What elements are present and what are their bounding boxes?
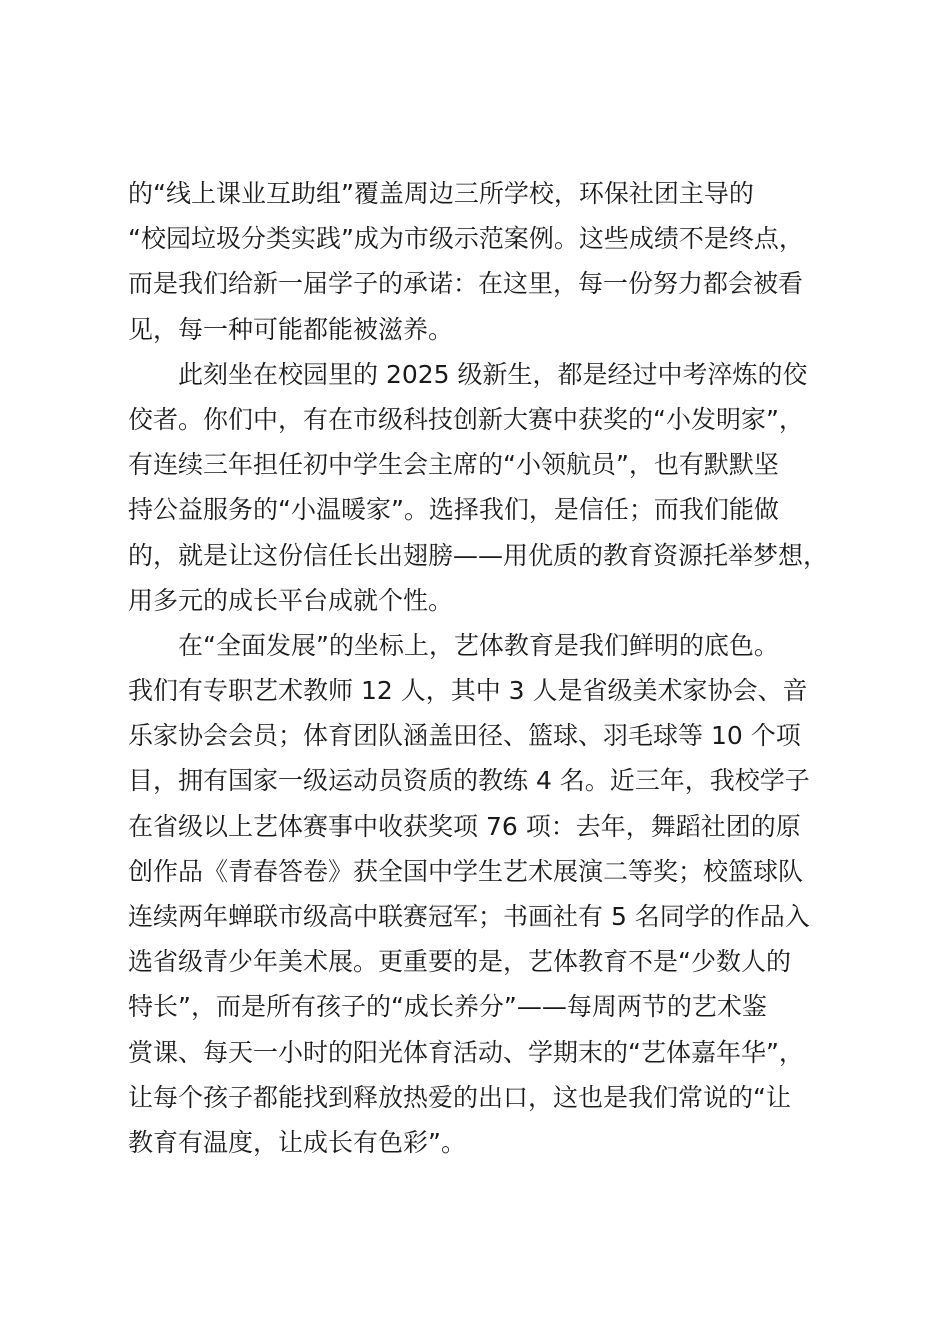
text-line: 有连续三年担任初中学生会主席的“小领航员”，也有默默坚	[128, 450, 779, 480]
text-line: 佼者。你们中，有在市级科技创新大赛中获奖的“小发明家”，	[128, 404, 804, 434]
text-line: 乐家协会会员；体育团队涵盖田径、篮球、羽毛球等 10 个项	[128, 721, 801, 751]
text-line: 在省级以上艺体赛事中收获奖项 76 项：去年，舞蹈社团的原	[128, 811, 801, 841]
text-line: 用多元的成长平台成就个性。	[128, 585, 454, 615]
text-line: 我们有专职艺术教师 12 人，其中 3 人是省级美术家协会、音	[128, 676, 808, 706]
paragraph-first-line: 此刻坐在校园里的 2025 级新生，都是经过中考淬炼的佼	[178, 359, 808, 389]
text-line: 创作品《青春答卷》获全国中学生艺术展演二等奖；校篮球队	[128, 856, 804, 886]
text-line: 特长”，而是所有孩子的“成长养分”——每周两节的艺术鉴	[128, 992, 767, 1022]
text-line: 选省级青少年美术展。更重要的是，艺体教育不是“少数人的	[128, 947, 791, 977]
text-line: “校园垃圾分类实践”成为市级示范案例。这些成绩不是终点，	[128, 224, 804, 254]
text-line: 目，拥有国家一级运动员资质的教练 4 名。近三年，我校学子	[128, 766, 810, 796]
text-line: 连续两年蝉联市级高中联赛冠军；书画社有 5 名同学的作品入	[128, 902, 810, 931]
body-text	[128, 171, 828, 1165]
paragraph-first-line: 在“全面发展”的坐标上，艺体教育是我们鲜明的底色。	[178, 630, 779, 660]
text-line: 的，就是让这份信任长出翅膀——用优质的教育资源托举梦想，	[128, 540, 829, 570]
text-line: 的“线上课业互助组”覆盖周边三所学校，环保社团主导的	[128, 179, 754, 208]
text-line: 而是我们给新一届学子的承诺：在这里，每一份努力都会被看	[128, 269, 804, 299]
text-line: 赏课、每天一小时的阳光体育活动、学期末的“艺体嘉年华”，	[128, 1037, 804, 1067]
text-line: 见，每一种可能都能被滋养。	[128, 314, 454, 344]
text-line: 教育有温度，让成长有色彩”。	[128, 1127, 466, 1157]
text-line: 让每个孩子都能找到释放热爱的出口，这也是我们常说的“让	[128, 1082, 791, 1112]
text-line: 持公益服务的“小温暖家”。选择我们，是信任；而我们能做	[128, 495, 779, 525]
